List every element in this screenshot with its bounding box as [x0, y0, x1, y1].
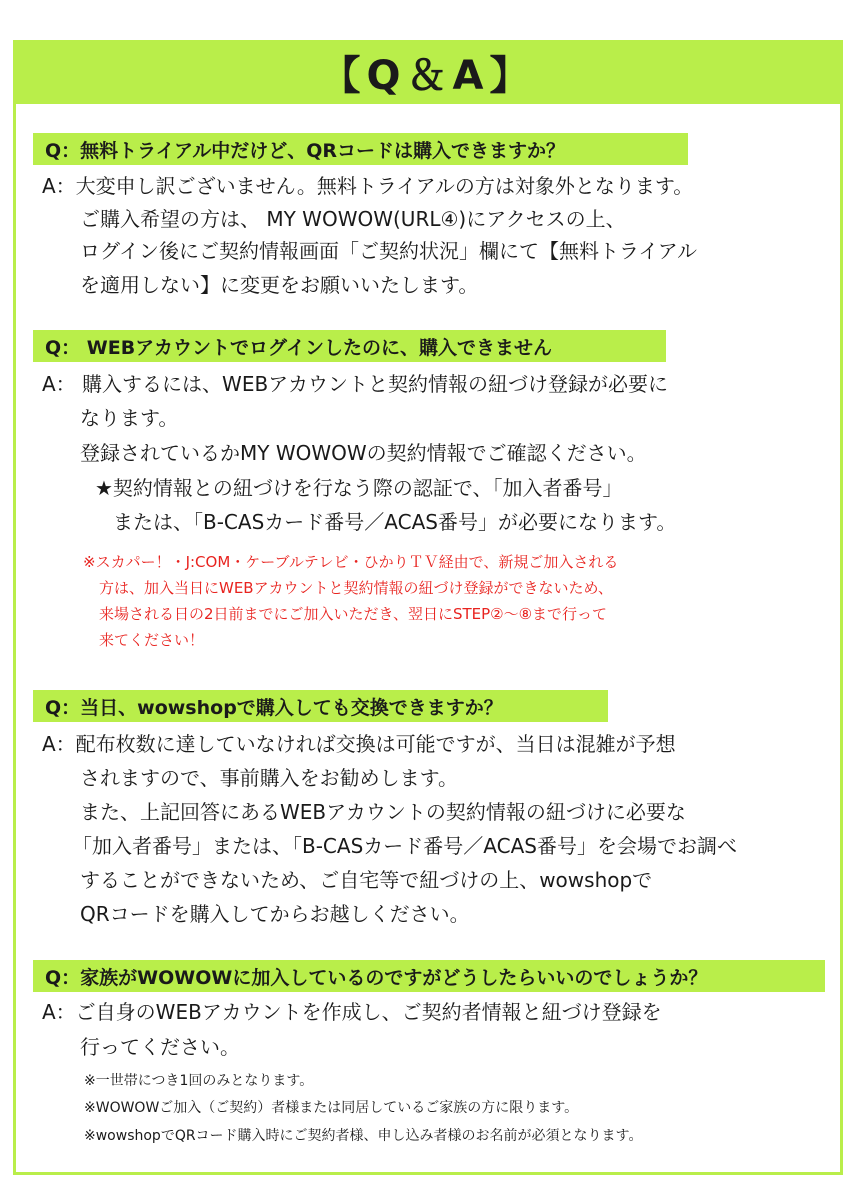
answer-1-line-3: ログイン後にご契約情報画面「ご契約状況」欄にて【無料トライアル: [80, 239, 697, 263]
question-3-bar: [33, 690, 608, 722]
note-2-line-2: 方は、加入当日にWEBアカウントと契約情報の紐づけ登録ができないため、: [99, 579, 613, 597]
page-title: 【Q＆A】: [320, 52, 536, 99]
answer-1-line-4: を適用しない】に変更をお願いいたします。: [80, 273, 479, 297]
answer-4-line-1: A：ご自身のWEBアカウントを作成し、ご契約者情報と紐づけ登録を: [42, 1000, 662, 1024]
answer-4-line-2: 行ってください。: [80, 1035, 240, 1059]
note-4-line-1: ※一世帯につき1回のみとなります。: [84, 1073, 314, 1089]
note-2-line-3: 来場される日の2日前までにご加入いただき、翌日にSTEP②〜⑧まで行って: [99, 605, 608, 623]
answer-3-line-4: 「加入者番号」または、「B-CASカード番号／ACAS番号」を会場でお調べ: [72, 834, 737, 858]
question-1-bar: [33, 133, 688, 165]
note-4-line-2: ※WOWOWご加入（ご契約）者様または同居しているご家族の方に限ります。: [84, 1100, 579, 1116]
answer-2-line-1: A： 購入するには、WEBアカウントと契約情報の紐づけ登録が必要に: [42, 372, 668, 396]
answer-2-line-3: 登録されているかMY WOWOWの契約情報でご確認ください。: [80, 441, 647, 465]
question-4: Q：家族がWOWOWに加入しているのですがどうしたらいいのでしょうか？: [45, 966, 708, 989]
question-2-bar: [33, 330, 666, 362]
title-banner: [13, 40, 843, 104]
question-3: Q：当日、wowshopで購入しても交換できますか？: [45, 696, 503, 719]
question-2: Q： WEBアカウントでログインしたのに、購入できません: [45, 336, 553, 359]
answer-3-line-2: されますので、事前購入をお勧めします。: [80, 766, 458, 790]
answer-2-line-2: なります。: [80, 406, 179, 430]
note-4-line-3: ※wowshopでQRコード購入時にご契約者様、申し込み者様のお名前が必須となります。: [84, 1128, 643, 1144]
answer-1-line-2: ご購入希望の方は、 MY WOWOW(URL④)にアクセスの上、: [80, 207, 626, 231]
note-2-line-1: ※スカパー！・J:COM・ケーブルテレビ・ひかりＴＶ経由で、新規ご加入される: [83, 553, 619, 571]
question-4-bar: [33, 960, 825, 992]
answer-2-line-4: ★契約情報との紐づけを行なう際の認証で、「加入者番号」: [95, 476, 623, 500]
question-1: Q：無料トライアル中だけど、QRコードは購入できますか？: [45, 139, 566, 162]
answer-3-line-5: することができないため、ご自宅等で紐づけの上、wowshopで: [80, 868, 653, 892]
answer-3-line-6: QRコードを購入してからお越しください。: [80, 902, 470, 926]
answer-1-line-1: A：大変申し訳ございません。無料トライアルの方は対象外となります。: [42, 174, 694, 198]
answer-3-line-1: A：配布枚数に達していなければ交換は可能ですが、当日は混雑が予想: [42, 732, 676, 756]
note-2-line-4: 来てください！: [99, 631, 205, 649]
answer-3-line-3: また、上記回答にあるWEBアカウントの契約情報の紐づけに必要な: [80, 800, 686, 824]
answer-2-line-5: または、「B-CASカード番号／ACAS番号」が必要になります。: [113, 510, 677, 534]
